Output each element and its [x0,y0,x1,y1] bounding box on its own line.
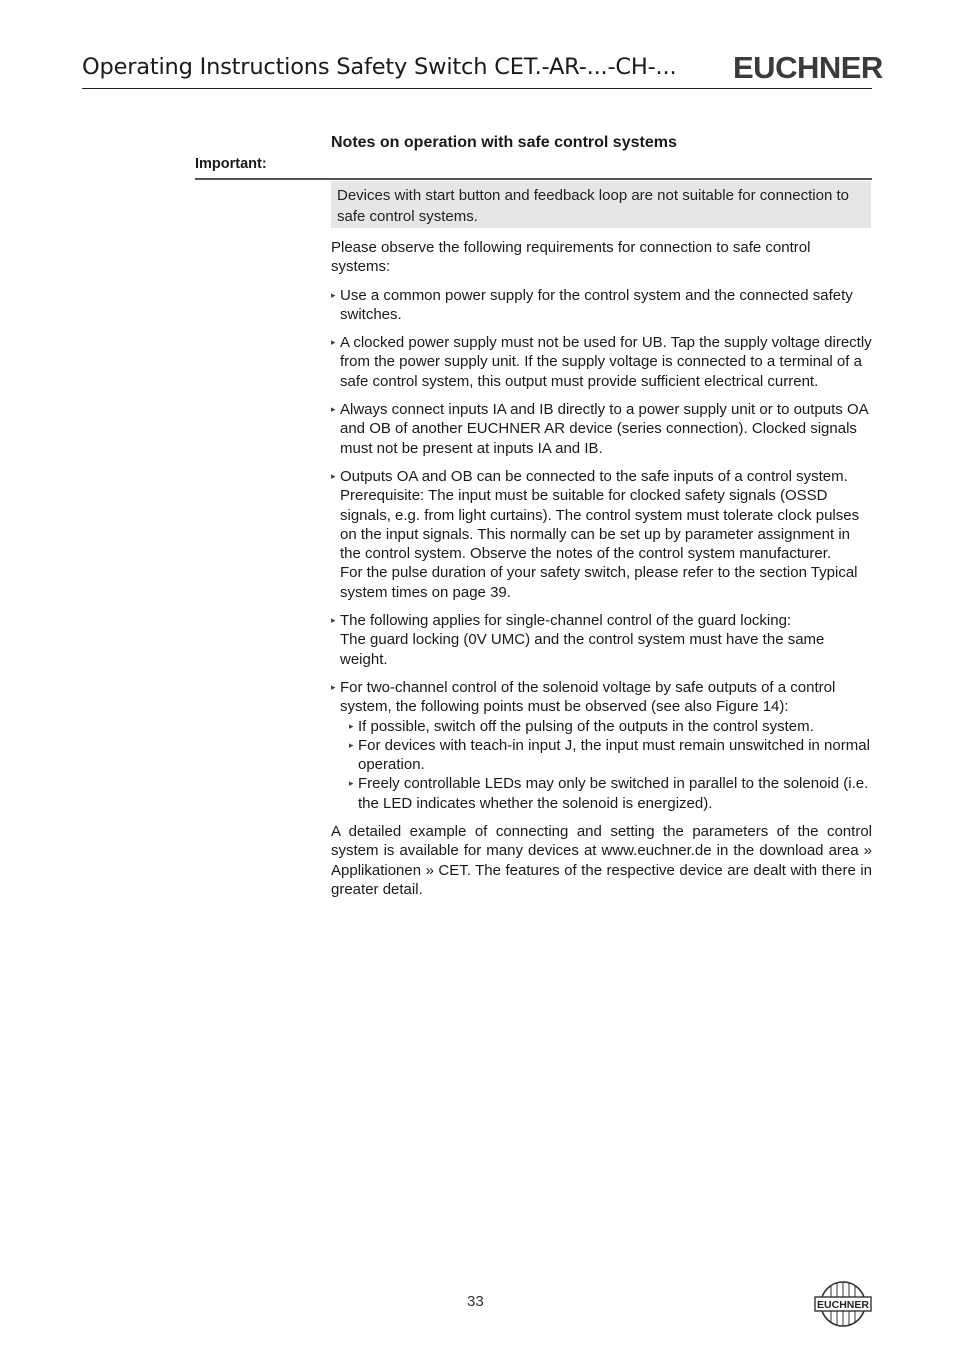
sub-list-item [349,736,872,775]
list-item-text: The following applies for single-channel control of the guard locking: [340,612,792,630]
list-item [331,467,872,602]
list-item-text: A clocked power supply must not be used for UB. Tap the supply voltage directly from the power supply unit. If the supply voltage is connected to a terminal of a safe control system, this output must provide sufficient electrical current. [340,334,872,390]
list-item-text-continued: For the pulse duration of your safety switch, please refer to the section Typical system times on page 39. [340,564,858,601]
body-content [331,238,872,899]
document-title: Operating Instructions Safety Switch CET.-AR-...-CH-... [82,54,677,80]
seal-logo-text: EUCHNER [817,1299,869,1311]
list-item-text: Use a common power supply for the control system and the connected safety switches. [340,286,853,323]
list-item-text: For two-channel control of the solenoid voltage by safe outputs of a control system, the following points must be observed (see also Figure 14): [340,678,836,716]
sub-list-item [349,774,872,813]
list-item-text: Outputs OA and OB can be connected to the safe inputs of a control system. Prerequisite: The input must be suitable for clocked safety signals (OSSD signals, e.g. from light curtains). The control system must tolerate clock pulses on the input signals. This normally can be set up by parameter assignment in the control system. Observe the notes of the control system manufacturer. [340,467,860,563]
euchner-logo: EUCHNER [733,50,883,85]
list-item [331,333,872,391]
list-item-text: Always connect inputs IA and IB directly to a power supply unit or to outputs OA and OB of another EUCHNER AR device (series connection). Clocked signals must not be present at inputs IA and IB. [340,401,868,457]
bullet-arrow-icon: ▸ [331,681,336,692]
list-item [331,678,872,813]
euchner-seal-logo [814,1280,872,1328]
list-item [331,286,872,325]
page-number: 33 [467,1293,484,1310]
bullet-arrow-icon: ▸ [349,739,354,750]
bullet-arrow-icon: ▸ [331,289,336,300]
intro-paragraph: Please observe the following requirements for connection to safe control systems: [331,239,811,276]
list-item-text-continued: The guard locking (0V UMC) and the control system must have the same weight. [340,631,825,668]
bullet-arrow-icon: ▸ [331,404,336,415]
sub-list-item-text: If possible, switch off the pulsing of the outputs in the control system. [358,717,814,735]
section-title: Notes on operation with safe control systems [331,134,677,151]
bullet-arrow-icon: ▸ [349,720,354,731]
list-item [331,400,872,458]
sub-list-item [349,717,872,736]
bullet-arrow-icon: ▸ [349,778,354,789]
important-label: Important: [195,156,267,172]
sub-list-item-text: For devices with teach-in input J, the input must remain unswitched in normal operation. [358,736,870,774]
list-item [331,611,872,669]
important-divider [195,178,872,180]
important-note: Devices with start button and feedback loop are not suitable for connection to safe control systems. [331,181,871,228]
bullet-arrow-icon: ▸ [331,337,336,348]
header-divider [82,88,872,89]
sub-list-item-text: Freely controllable LEDs may only be switched in parallel to the solenoid (i.e. the LED indicates whether the solenoid is energized). [358,775,869,812]
closing-paragraph: A detailed example of connecting and setting the parameters of the control system is available for many devices at www.euchner.de in the download area » Applikationen » CET. The features of the respective device are dealt with there in greater detail. [331,823,872,898]
bullet-arrow-icon: ▸ [331,470,336,481]
bullet-arrow-icon: ▸ [331,615,336,626]
